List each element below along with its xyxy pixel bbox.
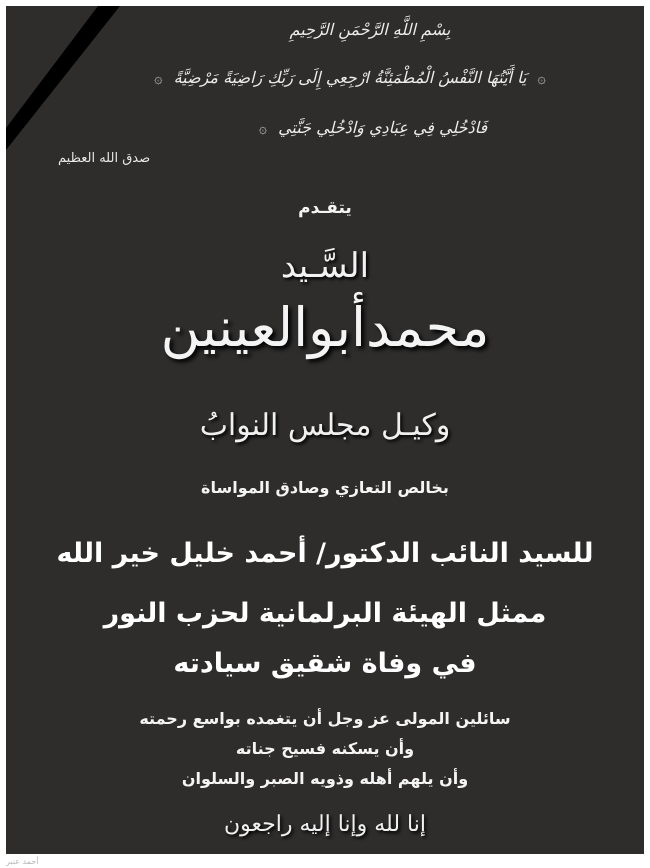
verse-line-2 [156,118,584,137]
closing-verse: إنا لله وإنا إليه راجعون [224,812,426,837]
verse-line-1 [106,68,594,87]
ornament-icon: ۞ [154,71,163,87]
prayer-line-1: سائلين المولى عز وجل أن يتغمده بواسع رحمته [139,709,511,728]
watermark: أحمد عنبر [6,857,39,866]
condolence-line: بخالص التعازي وصادق المواساة [201,478,449,497]
obituary-card [6,6,644,854]
verse-text-2: فَادْخُلِي فِي عِبَادِي وَادْخُلِي جَنَّتِي [278,118,488,137]
recipient-role: ممثل الهيئة البرلمانية لحزب النور [103,598,547,629]
occasion-line: في وفاة شقيق سيادته [173,648,477,679]
presenter-position: وكيـل مجلس النوابُ [199,408,451,443]
presenter-name: محمدأبوالعينين [160,296,490,359]
honorific-title: السَّـيد [280,246,370,286]
ornament-icon: ۞ [537,71,546,87]
sadaq-allah: صدق الله العظيم [58,151,151,166]
ornament-icon: ۞ [258,121,267,137]
prayer-line-3: وأن يلهم أهله وذويه الصبر والسلوان [181,769,469,788]
presenter-intro: يتقـدم [298,198,352,218]
recipient-name: للسيد النائب الدكتور/ أحمد خليل خير الله [56,538,594,569]
prayer-line-2: وأن يسكنه فسيح جناته [235,739,415,758]
basmala: بِسْمِ اللَّهِ الرَّحْمَنِ الرَّحِيمِ [289,20,451,39]
verse-text-1: يَا أَيَّتُهَا النَّفْسُ الْمُطْمَئِنَّةُ ارْجِعِي إِلَى رَبِّكِ رَاضِيَةً مَرْضِيَّةً [173,68,527,87]
